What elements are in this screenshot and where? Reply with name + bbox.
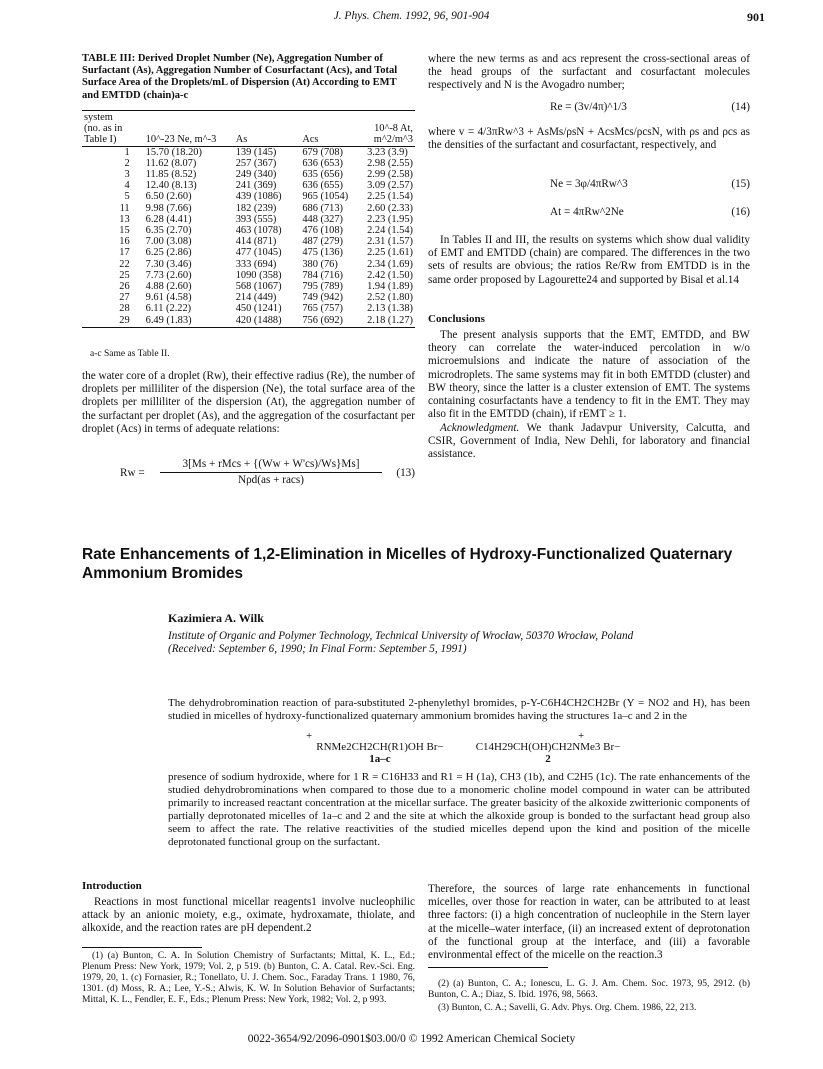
table-cell: 2.99 (2.58) <box>367 169 413 181</box>
eq15-label: (15) <box>731 178 750 190</box>
table-cell: 686 (713) <box>302 202 344 214</box>
table-cell: 333 (694) <box>235 258 277 270</box>
eq13-denominator: Nρd(as + racs) <box>238 474 304 486</box>
table-cell: 15 <box>119 225 130 237</box>
table-cell: 7.00 (3.08) <box>145 236 192 248</box>
table-cell: 6.35 (2.70) <box>145 225 192 237</box>
table-row <box>82 303 415 314</box>
table-cell: 679 (708) <box>302 146 344 158</box>
col-at-line: m^2/m^3 <box>373 134 413 146</box>
equation-15 <box>428 177 750 191</box>
table-cell: 420 (1488) <box>235 314 282 326</box>
structure-1-label: 1a–c <box>369 753 391 765</box>
table-iii <box>82 110 415 328</box>
col-system-line: (no. as in <box>84 123 123 135</box>
table-cell: 12.40 (8.13) <box>145 180 197 192</box>
equation-16 <box>428 205 750 219</box>
table-cell: 11.62 (8.07) <box>145 157 197 169</box>
table-row <box>82 180 415 191</box>
col-header-ne: 10^-23 Ne, m^-3 <box>145 134 217 146</box>
affiliation <box>168 630 748 656</box>
table-cell: 2.13 (1.38) <box>367 303 413 315</box>
table-cell: 487 (279) <box>302 236 344 248</box>
table-cell: 2.18 (1.27) <box>367 314 413 326</box>
table-cell: 29 <box>119 314 130 326</box>
eq15-text: Ne = 3φ/4πRw^3 <box>550 178 628 190</box>
table-cell: 3.09 (2.57) <box>367 180 413 192</box>
table-cell: 139 (145) <box>235 146 277 158</box>
affiliation-text: Institute of Organic and Polymer Technology, Technical University of Wrocław, 50370 Wrocław, Poland <box>168 630 634 642</box>
table-cell: 477 (1045) <box>235 247 282 259</box>
table-row <box>82 158 415 169</box>
table-row <box>82 247 415 258</box>
table-cell: 2.31 (1.57) <box>367 236 413 248</box>
eq16-label: (16) <box>731 206 750 218</box>
table-footnote: a-c Same as Table II. <box>90 349 170 359</box>
table-cell: 6.50 (2.60) <box>145 191 192 203</box>
table-cell: 241 (369) <box>235 180 277 192</box>
abstract-part-2: presence of sodium hydroxide, where for 1 R = C16H33 and R1 = H (1a), CH3 (1b), and C2H5 (1c). The rate enhancements of the studied dehydrobrominations when compared to those due to a monomeric choline model compound in water can be attributed primarily to increased reactant concentration at the micellar surface. The greater basicity of the alkoxide zwitterionic components of partially deprotonated micelles of 1a–c and 2 and the site at which the alkoxide group is bonded to the surfactant head group also seem to affect the rate. The relative reactivities of the studied micelles depend upon the kind and position of the micelle deprotonated functional group on the surfactant. <box>168 771 750 848</box>
data-table <box>82 112 415 326</box>
table-cell: 6.49 (1.83) <box>145 314 192 326</box>
equation-13 <box>82 457 415 491</box>
col-header-system <box>82 112 144 146</box>
table-cell: 9.61 (4.58) <box>145 292 192 304</box>
table-cell: 6.25 (2.86) <box>145 247 192 259</box>
table-cell: 393 (555) <box>235 213 277 225</box>
col-at-line: 10^-8 At, <box>374 123 413 135</box>
table-cell: 6.28 (4.41) <box>145 213 192 225</box>
table-cell: 2.42 (1.50) <box>367 269 413 281</box>
eq14-label: (14) <box>731 101 750 113</box>
table-row <box>82 270 415 281</box>
acknowledgment <box>428 422 750 462</box>
table-cell: 3 <box>124 169 130 181</box>
col-header-at <box>365 112 415 146</box>
table-cell: 2.34 (1.69) <box>367 258 413 270</box>
table-cell: 1090 (358) <box>235 269 282 281</box>
table-cell: 249 (340) <box>235 169 277 181</box>
table-cell: 636 (655) <box>302 180 344 192</box>
table-cell: 7.30 (3.46) <box>145 258 192 270</box>
table-cell: 380 (76) <box>302 258 338 270</box>
table-cell: 439 (1086) <box>235 191 282 203</box>
table-cell: 2.98 (2.55) <box>367 157 413 169</box>
table-row <box>82 214 415 225</box>
conclusions-heading: Conclusions <box>428 313 485 325</box>
plus-charge-1: + <box>306 730 313 742</box>
plus-charge-2: + <box>578 730 585 742</box>
intro-right-text: Therefore, the sources of large rate enhancements in functional micelles, over those for reaction in water, can be attributed to at least three factors: (i) a high concentration of nucleophile in the Stern layer at the micelle–water interface, (ii) an increased extent of deprotonation of the functional group at the interface, and (iii) a favorable environmental effect of the micelle on the reaction.3 <box>428 883 750 962</box>
table-cell: 450 (1241) <box>235 303 282 315</box>
table-cell: 475 (136) <box>302 247 344 259</box>
col-system-line: Table I) <box>84 134 117 146</box>
table-cell: 756 (692) <box>302 314 344 326</box>
table-cell: 636 (653) <box>302 157 344 169</box>
table-row <box>82 147 415 158</box>
right-paragraph-1: where the new terms as and acs represent the cross-sectional areas of the head groups of the surfactant and cosurfactant molecules respectively and N is the Avogadro number; <box>428 53 750 92</box>
table-cell: 2.23 (1.95) <box>367 213 413 225</box>
table-cell: 17 <box>119 247 130 259</box>
table-cell: 214 (449) <box>235 292 277 304</box>
table-cell: 463 (1078) <box>235 225 282 237</box>
table-cell: 13 <box>119 213 130 225</box>
conclusions-text: The present analysis supports that the EMT, EMTDD, and BW theory can correlate the water-induced percolation in w/o microemulsions and indicate the nature of association of the microdroplets. The same systems may fit in both EMTDD (cluster) and BW theory, since the latter is a cluster extension of EMT. The systems containing cosurfactants have a tendency to fit in the EMT. They may also fit in the EMTDD (chain), if rEMT ≥ 1. <box>428 329 750 421</box>
col-system-line: system <box>84 112 113 123</box>
table-cell: 1.94 (1.89) <box>367 281 413 293</box>
table-cell: 2.52 (1.80) <box>367 292 413 304</box>
structure-2-label: 2 <box>545 753 551 765</box>
structure-1 <box>300 732 460 765</box>
table-cell: 15.70 (18.20) <box>145 146 202 158</box>
table-cell: 2.60 (2.33) <box>367 202 413 214</box>
table-cell: 5 <box>124 191 130 203</box>
ack-label: Acknowledgment. <box>440 422 520 434</box>
table-cell: 795 (789) <box>302 281 344 293</box>
table-cell: 7.73 (2.60) <box>145 269 192 281</box>
table-cell: 16 <box>119 236 130 248</box>
table-cell: 26 <box>119 281 130 293</box>
table-cell: 635 (656) <box>302 169 344 181</box>
table-cell: 9.98 (7.66) <box>145 202 192 214</box>
table-cell: 784 (716) <box>302 269 344 281</box>
footnote-right-3: (3) Bunton, C. A.; Savelli, G. Adv. Phys. Org. Chem. 1986, 22, 213. <box>438 1003 697 1013</box>
eq13-lhs: Rw = <box>120 467 145 479</box>
table-cell: 25 <box>119 269 130 281</box>
table-cell: 749 (942) <box>302 292 344 304</box>
table-row <box>82 259 415 270</box>
introduction-heading: Introduction <box>82 880 142 892</box>
table-cell: 965 (1054) <box>302 191 349 203</box>
table-cell: 2.25 (1.61) <box>367 247 413 259</box>
structure-2 <box>458 732 638 765</box>
table-row <box>82 169 415 180</box>
table-cell: 448 (327) <box>302 213 344 225</box>
running-head: J. Phys. Chem. 1992, 96, 901-904 <box>333 10 490 22</box>
eq13-numerator: 3[Ms + rMcs + {(Ww + W'cs)/Ws}Ms] <box>160 457 382 473</box>
footnote-right-2: (2) (a) Bunton, C. A.; Ionescu, L. G. J. Am. Chem. Soc. 1973, 95, 2912. (b) Bunton, C. A.; Diaz, S. Ibid. 1976, 98, 5663. <box>428 979 750 1000</box>
structure-2-formula: C14H29CH(OH)CH2NMe3 Br− <box>475 741 621 753</box>
abstract-part-1: The dehydrobromination reaction of para-substituted 2-phenylethyl bromides, p-Y-C6H4CH2CH2Br (Y = NO2 and H), has been studied in micelles of hydroxy-functionalized quaternary ammonium bromides having the structures 1a–c and 2 in the <box>168 697 750 722</box>
table-cell: 414 (871) <box>235 236 277 248</box>
article-title: Rate Enhancements of 1,2-Elimination in Micelles of Hydroxy-Functionalized Quaternary Ammonium Bromides <box>82 546 733 582</box>
equation-14 <box>428 100 750 114</box>
eq16-text: At = 4πRw^2Ne <box>550 206 624 218</box>
received-dates: (Received: September 6, 1990; In Final Form: September 5, 1991) <box>168 643 467 655</box>
page-number: 901 <box>747 10 765 24</box>
table-cell: 2 <box>124 157 130 169</box>
author: Kazimiera A. Wilk <box>168 611 264 625</box>
table-cell: 2.25 (1.54) <box>367 191 413 203</box>
table-row <box>82 236 415 247</box>
table-cell: 11 <box>119 202 130 214</box>
copyright-line: 0022-3654/92/2096-0901$03.00/0 © 1992 American Chemical Society <box>247 1033 576 1045</box>
table-cell: 2.24 (1.54) <box>367 225 413 237</box>
right-paragraph-2: where v = 4/3πRw^3 + AsMs/ρsN + AcsMcs/ρcsN, with ρs and ρcs as the densities of the surfactant and cosurfactant, respectively, and <box>428 126 750 152</box>
table-row <box>82 225 415 236</box>
table-row <box>82 281 415 292</box>
eq14-text: Re = (3v/4π)^1/3 <box>550 101 627 113</box>
intro-left-text: Reactions in most functional micellar reagents1 involve nucleophilic attack by an anionic moiety, e.g., oximate, hydroxamate, thiolate, and alkoxide, and the reaction rates are pH dependent.2 <box>82 896 415 935</box>
table-cell: 257 (367) <box>235 157 277 169</box>
table-cell: 6.11 (2.22) <box>145 303 192 315</box>
table-row <box>82 191 415 202</box>
table-cell: 28 <box>119 303 130 315</box>
footnote-rule-right <box>428 967 548 968</box>
eq13-label: (13) <box>396 467 415 479</box>
table-cell: 568 (1067) <box>235 281 282 293</box>
ack-text: We thank Jadavpur University, Calcutta, and CSIR, Government of India, New Dehli, for laboratory and financial assistance. <box>428 422 750 461</box>
table-cell: 182 (239) <box>235 202 277 214</box>
table-cell: 476 (108) <box>302 225 344 237</box>
table-caption: TABLE III: Derived Droplet Number (Ne), Aggregation Number of Surfactant (As), Aggregation Number of Cosurfactant (Acs), and Total Surface Area of the Droplets/mL of Dispersion (At) According to EMT and EMTDD (chain)a-c <box>82 53 398 101</box>
table-row <box>82 315 415 326</box>
table-row <box>82 292 415 303</box>
left-paragraph: the water core of a droplet (Rw), their effective radius (Re), the number of droplets per milliliter of the dispersion (Ne), the total surface area of the droplets per milliliter of the dispersion (At), the aggregation number of the surfactant per droplet (As), and the aggregation of the cosurfactant per droplet (Acs) in terms of adequate relations: <box>82 370 415 435</box>
eq13-fraction <box>160 457 382 487</box>
table-row <box>82 203 415 214</box>
right-paragraph-3: In Tables II and III, the results on systems which show dual validity of EMT and EMTDD (chain) are compared. The differences in the two sets of results are obvious; the ratios Re/Rw from EMTDD is in the same order proposed by Lagourette24 and supported by Bisal et al.14 <box>428 234 750 286</box>
table-cell: 4 <box>124 180 130 192</box>
table-cell: 765 (757) <box>302 303 344 315</box>
table-cell: 3.23 (3.9) <box>367 146 408 158</box>
table-cell: 11.85 (8.52) <box>145 169 197 181</box>
col-header-as: As <box>235 134 248 146</box>
structure-1-formula: RNMe2CH2CH(R1)OH Br− <box>316 741 444 753</box>
col-header-acs: Acs <box>302 134 319 146</box>
table-cell: 4.88 (2.60) <box>145 281 192 293</box>
table-cell: 27 <box>119 292 130 304</box>
table-cell: 1 <box>124 146 130 158</box>
footnote-left: (1) (a) Bunton, C. A. In Solution Chemistry of Surfactants; Mittal, K. L., Ed.; Plenum Press: New York, 1979; Vol. 2, p 519. (b) Bunton, C. A. Catal. Rev.-Sci. Eng. 1979, 20, 1. (c) Fornasier, R.; Tonellato, U. J. Chem. Soc., Faraday Trans. 1 1980, 76, 1301. (d) Moss, R. A.; Lee, Y.-S.; Alwis, K. W. In Solution Behavior of Surfactants; Mittal, K. L., Fendler, E. F., Eds.; Plenum Press: New York, 1982; Vol. 2, p 993. <box>82 951 415 1005</box>
table-cell: 22 <box>119 258 130 270</box>
footnote-rule-left <box>82 947 202 948</box>
